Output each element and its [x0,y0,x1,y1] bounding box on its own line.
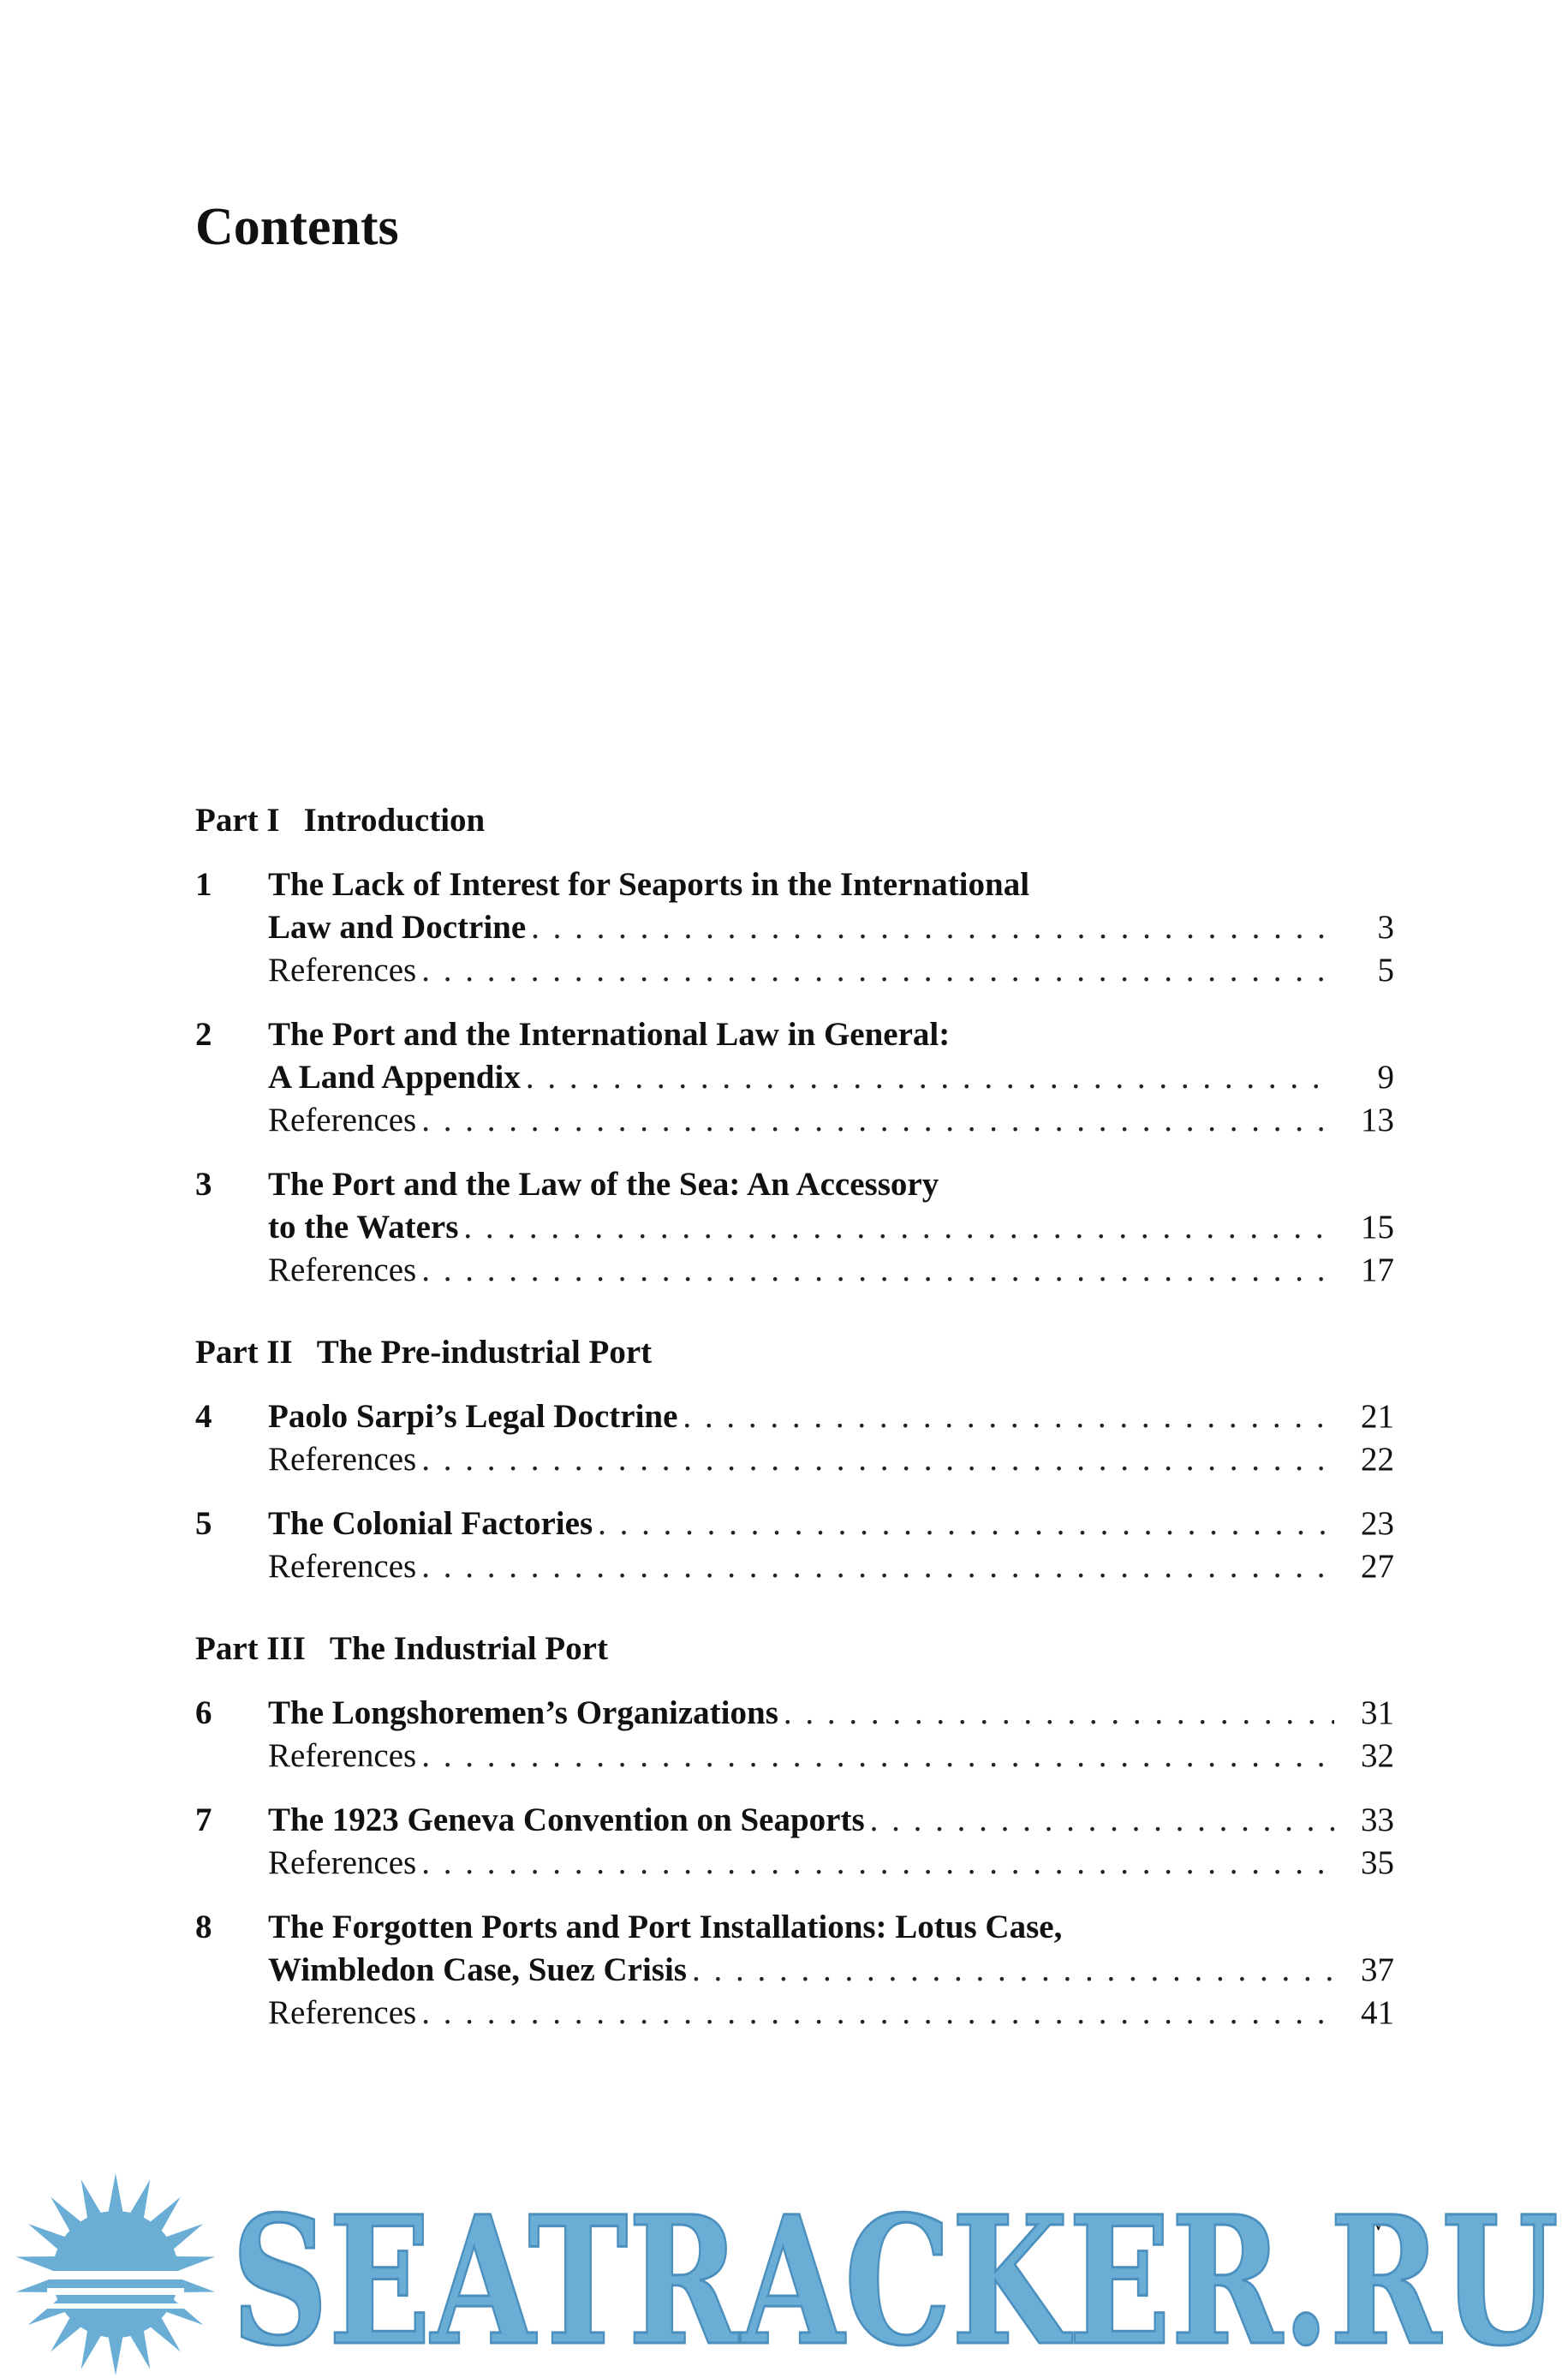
references-label: References [268,1441,417,1478]
page-title: Contents [195,198,399,256]
chapter-title-line: Paolo Sarpi’s Legal Doctrine [268,1398,678,1435]
part-number: Part III [195,1630,306,1667]
leader-dots [421,1438,1334,1481]
sun-logo-icon [15,2173,217,2375]
references-page-number: 5 [1377,952,1394,989]
references-label: References [268,1737,417,1774]
leader-dots [421,1992,1334,2034]
chapter-number: 3 [195,1166,212,1203]
leader-dots [463,1206,1334,1249]
chapter-number: 7 [195,1801,212,1838]
chapter-number: 6 [195,1694,212,1731]
references-page-number: 32 [1361,1737,1394,1774]
part-heading [195,801,1394,839]
leader-dots [784,1692,1334,1735]
references-entry[interactable] [268,1842,1394,1885]
leader-dots [421,1545,1334,1588]
leader-dots [526,1056,1334,1099]
watermark [0,2167,1568,2378]
toc-chapter[interactable] [195,1906,1394,2034]
toc-chapter[interactable] [195,1692,1394,1778]
leader-dots [692,1949,1334,1992]
table-of-contents [195,801,1394,2056]
references-page-number: 13 [1361,1102,1394,1138]
chapter-title-line: Wimbledon Case, Suez Crisis [268,1951,687,1988]
chapter-title-line: The Port and the International Law in General: [268,1016,951,1053]
references-entry[interactable] [268,1438,1394,1481]
chapter-number: 4 [195,1398,212,1435]
leader-dots [870,1799,1334,1842]
part-title: The Pre-industrial Port [316,1334,653,1371]
toc-chapter[interactable] [195,1395,1394,1481]
chapter-number: 5 [195,1505,212,1542]
chapter-page-number: 23 [1361,1505,1394,1542]
leader-dots [531,906,1334,949]
chapter-title-line: The Lack of Interest for Seaports in the International [268,866,1030,903]
references-page-number: 17 [1361,1252,1394,1288]
chapter-title-line: The Longshoremen’s Organizations [268,1694,778,1731]
references-label: References [268,1102,417,1138]
part-heading [195,1629,1394,1668]
chapter-title-line: The Forgotten Ports and Port Installations: Lotus Case, [268,1909,1063,1945]
toc-chapter[interactable] [195,1163,1394,1292]
leader-dots [421,1842,1334,1885]
references-label: References [268,1252,417,1288]
chapter-page-number: 15 [1361,1209,1394,1246]
chapter-number: 1 [195,866,212,903]
toc-chapter[interactable] [195,863,1394,992]
chapter-page-number: 9 [1377,1059,1394,1096]
chapter-page-number: 21 [1361,1398,1394,1435]
toc-chapter[interactable] [195,1799,1394,1885]
references-page-number: 35 [1361,1844,1394,1881]
chapter-title-line: Law and Doctrine [268,909,527,946]
references-page-number: 27 [1361,1548,1394,1585]
references-entry[interactable] [268,1249,1394,1292]
part-number: Part II [195,1334,293,1371]
references-label: References [268,1994,417,2031]
part-heading [195,1333,1394,1371]
chapter-page-number: 31 [1361,1694,1394,1731]
references-entry[interactable] [268,949,1394,992]
references-entry[interactable] [268,1735,1394,1778]
leader-dots [421,1735,1334,1778]
chapter-title-line: to the Waters [268,1209,459,1246]
toc-chapter[interactable] [195,1503,1394,1588]
chapter-title-line: The Port and the Law of the Sea: An Accessory [268,1166,939,1203]
leader-dots [421,949,1334,992]
references-label: References [268,1844,417,1881]
chapter-number: 2 [195,1016,212,1053]
references-entry[interactable] [268,1992,1394,2034]
references-page-number: 41 [1361,1994,1394,2031]
chapter-title-line: A Land Appendix [268,1059,521,1096]
chapter-page-number: 37 [1361,1951,1394,1988]
part-title: Introduction [303,802,486,839]
part-title: The Industrial Port [329,1630,608,1667]
leader-dots [421,1099,1334,1142]
part-number: Part I [195,802,280,839]
chapter-title-line: The 1923 Geneva Convention on Seaports [268,1801,865,1838]
page-folio: v [1373,2210,1384,2235]
references-label: References [268,1548,417,1585]
references-page-number: 22 [1361,1441,1394,1478]
watermark-text: SEATRACKER.RU [231,2178,1559,2378]
references-label: References [268,952,417,989]
references-entry[interactable] [268,1099,1394,1142]
chapter-page-number: 3 [1377,909,1394,946]
chapter-title-line: The Colonial Factories [268,1505,593,1542]
leader-dots [598,1503,1334,1545]
leader-dots [683,1395,1334,1438]
leader-dots [421,1249,1334,1292]
chapter-page-number: 33 [1361,1801,1394,1838]
references-entry[interactable] [268,1545,1394,1588]
chapter-number: 8 [195,1909,212,1945]
toc-chapter[interactable] [195,1013,1394,1142]
